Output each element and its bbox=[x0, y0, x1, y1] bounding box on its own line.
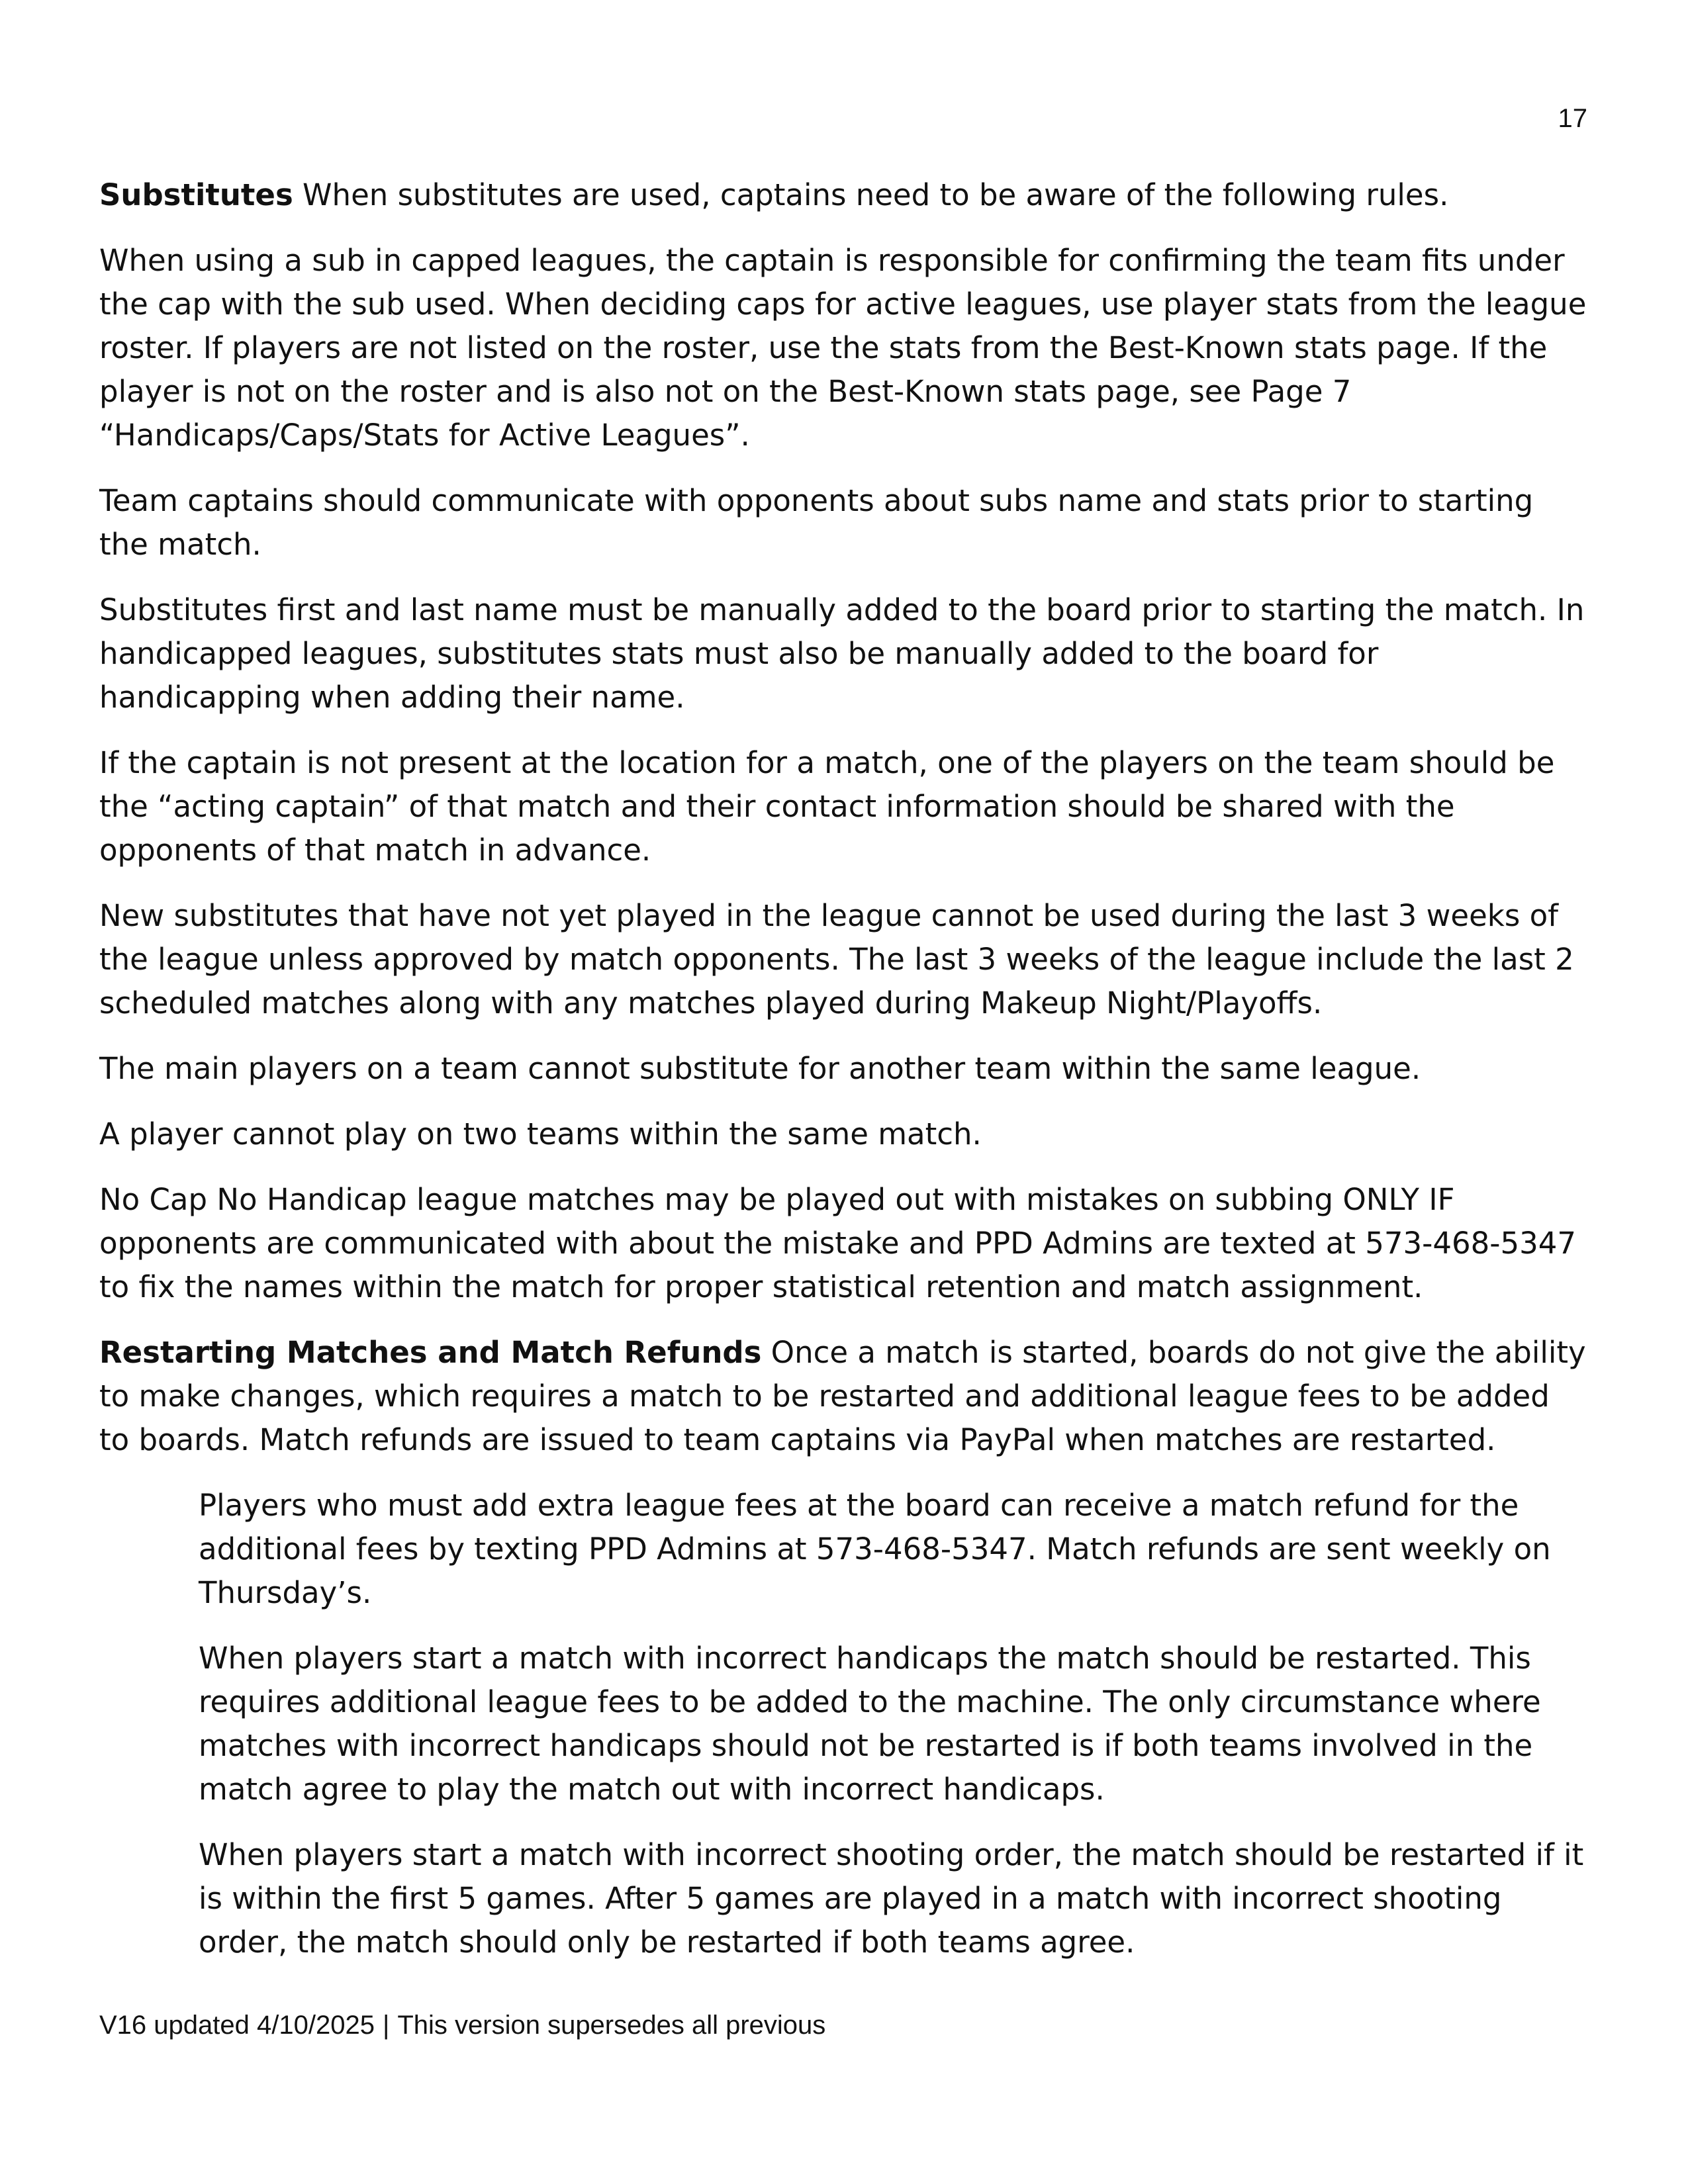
footer-version: V16 updated 4/10/2025 bbox=[99, 2011, 375, 2040]
footer-separator: | bbox=[382, 2011, 390, 2040]
page-number: 17 bbox=[1558, 104, 1587, 133]
substitutes-paragraph-no-cap-mistakes: No Cap No Handicap league matches may be played out with mistakes on subbing ONLY IF opponents are communicated with about the mistake and PPD Admins are texted at 573-468-5347 to fix the names within the match for proper statistical retention and match assignment. bbox=[99, 1182, 1577, 1304]
substitutes-intro-paragraph bbox=[99, 173, 1589, 217]
substitutes-paragraph-names-on-board: Substitutes first and last name must be manually added to the board prior to starting the match. In handicapped leagues, substitutes stats must also be manually added to the board for handicapping when adding their name. bbox=[99, 592, 1585, 715]
substitutes-paragraph-cap-rules: When using a sub in capped leagues, the captain is responsible for confirming the team fits under the cap with the sub used. When deciding caps for active leagues, use player stats from the league roster. If players are not listed on the roster, use the stats from the Best-Known stats page. If the player is not on the roster and is also not on the Best-Known stats page, see Page 7 “Handicaps/Caps/Stats for Active Leagues”. bbox=[99, 243, 1587, 453]
substitutes-paragraph-acting-captain: If the captain is not present at the location for a match, one of the players on the team should be the “acting captain” of that match and their contact information should be shared with the opponents of that match in advance. bbox=[99, 745, 1555, 868]
substitutes-heading: Substitutes bbox=[99, 177, 293, 212]
substitutes-paragraph-new-subs: New substitutes that have not yet played in the league cannot be used during the last 3 weeks of the league unless approved by match opponents. The last 3 weeks of the league include the last 2 scheduled matches along with any matches played during Makeup Night/Playoffs. bbox=[99, 898, 1574, 1021]
restarting-paragraph-refunds: Players who must add extra league fees at the board can receive a match refund for the additional fees by texting PPD Admins at 573-468-5347. Match refunds are sent weekly on Thursday’s. bbox=[199, 1488, 1551, 1610]
substitutes-paragraph-two-teams: A player cannot play on two teams within the same match. bbox=[99, 1116, 982, 1152]
restarting-intro-text: Once a match is started, boards do not give the ability to make changes, which requires a match to be restarted and additional league fees to be added to boards. Match refunds are issued to team captains via PayPal when matches are restarted. bbox=[99, 1335, 1586, 1457]
substitutes-paragraph-communicate: Team captains should communicate with opponents about subs name and stats prior to starting the match. bbox=[99, 483, 1534, 562]
page-content bbox=[99, 173, 1589, 1986]
restarting-intro-paragraph bbox=[99, 1331, 1589, 1462]
substitutes-paragraph-main-players: The main players on a team cannot substitute for another team within the same league. bbox=[99, 1051, 1421, 1086]
restarting-heading: Restarting Matches and Match Refunds bbox=[99, 1335, 762, 1370]
substitutes-intro-text: When substitutes are used, captains need to be aware of the following rules. bbox=[293, 177, 1449, 212]
restarting-paragraph-incorrect-handicaps: When players start a match with incorrect handicaps the match should be restarted. This requires additional league fees to be added to the machine. The only circumstance where matches with incorrect handicaps should not be restarted is if both teams involved in the match agree to play the match out with incorrect handicaps. bbox=[199, 1641, 1541, 1807]
restarting-paragraph-shooting-order: When players start a match with incorrect shooting order, the match should be restarted if it is within the first 5 games. After 5 games are played in a match with incorrect shooting order, the match should only be restarted if both teams agree. bbox=[199, 1837, 1584, 1960]
footer-note: This version supersedes all previous bbox=[397, 2011, 826, 2040]
page-footer bbox=[99, 2009, 825, 2042]
